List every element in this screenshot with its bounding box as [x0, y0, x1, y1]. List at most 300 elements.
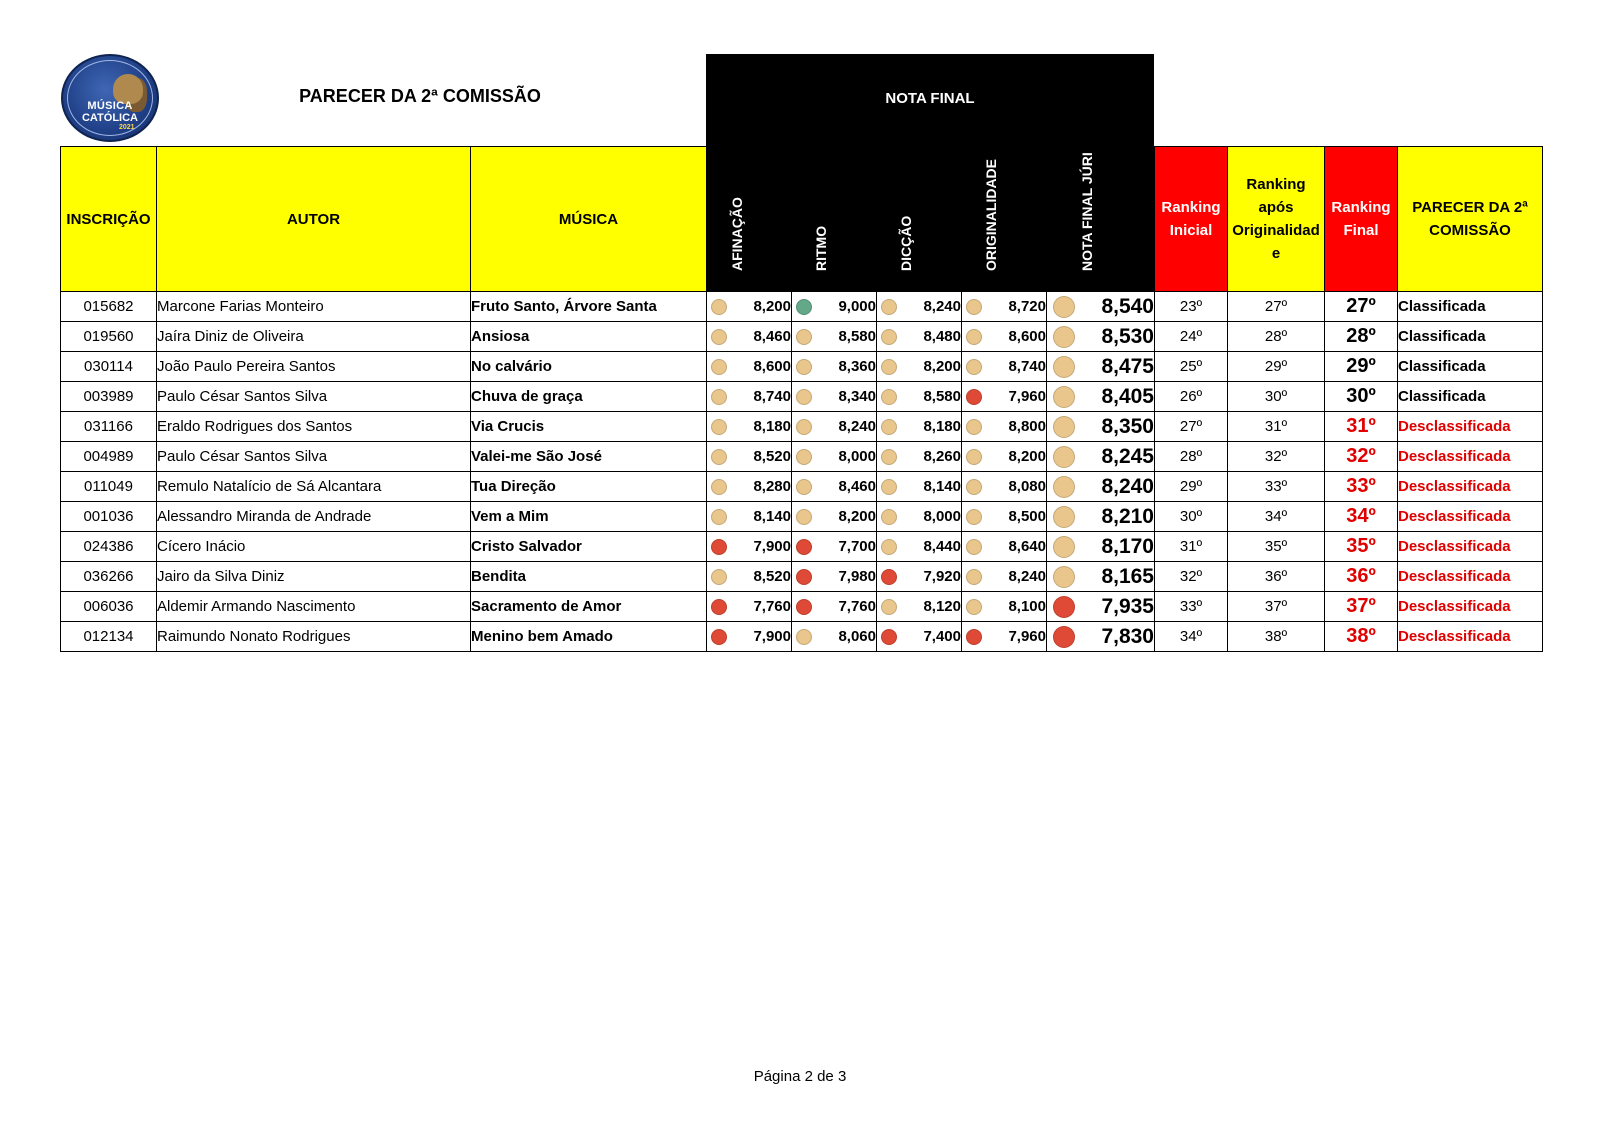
originalidade-score: 8,600 — [984, 322, 1047, 352]
originalidade-score: 8,740 — [984, 352, 1047, 382]
afinacao-indicator-cell — [707, 322, 729, 352]
ritmo-score: 7,700 — [814, 532, 877, 562]
originalidade-indicator-icon — [966, 359, 982, 375]
parecer-cell: Desclassificada — [1398, 562, 1543, 592]
logo-text-1: MÚSICA — [87, 100, 133, 112]
ritmo-indicator-cell — [792, 472, 814, 502]
afinacao-indicator-icon — [711, 419, 727, 435]
nota-final-indicator-cell — [1047, 442, 1081, 472]
page-footer: Página 2 de 3 — [753, 1068, 847, 1085]
ritmo-score: 8,000 — [814, 442, 877, 472]
parecer-cell: Desclassificada — [1398, 502, 1543, 532]
nota-final-score: 7,830 — [1081, 622, 1155, 652]
page-title: PARECER DA 2ª COMISSÃO — [299, 86, 541, 106]
diccao-score: 8,120 — [899, 592, 962, 622]
originalidade-score: 8,720 — [984, 292, 1047, 322]
diccao-indicator-icon — [881, 299, 897, 315]
ranking-inicial-cell: 28º — [1155, 442, 1228, 472]
diccao-indicator-icon — [881, 569, 897, 585]
afinacao-score: 8,180 — [729, 412, 792, 442]
header-ranking-apos-l3: Originalidad — [1232, 222, 1320, 239]
afinacao-indicator-icon — [711, 299, 727, 315]
inscricao-cell: 031166 — [61, 412, 157, 442]
nota-final-indicator-icon — [1053, 566, 1075, 588]
musica-cell: Menino bem Amado — [471, 622, 707, 652]
originalidade-score: 7,960 — [984, 382, 1047, 412]
header-originalidade — [962, 147, 1047, 292]
ritmo-score: 8,460 — [814, 472, 877, 502]
diccao-indicator-cell — [877, 622, 899, 652]
ritmo-indicator-cell — [792, 352, 814, 382]
nota-final-indicator-icon — [1053, 386, 1075, 408]
inscricao-cell: 006036 — [61, 592, 157, 622]
header-musica: MÚSICA — [471, 147, 707, 292]
nota-final-indicator-icon — [1053, 356, 1075, 378]
musica-cell: Valei-me São José — [471, 442, 707, 472]
ritmo-score: 8,360 — [814, 352, 877, 382]
originalidade-score: 8,080 — [984, 472, 1047, 502]
parecer-cell: Classificada — [1398, 352, 1543, 382]
nota-final-indicator-cell — [1047, 532, 1081, 562]
nota-final-score: 8,405 — [1081, 382, 1155, 412]
nota-final-indicator-icon — [1053, 626, 1075, 648]
parecer-cell: Desclassificada — [1398, 442, 1543, 472]
diccao-indicator-icon — [881, 539, 897, 555]
parecer-cell: Desclassificada — [1398, 412, 1543, 442]
afinacao-indicator-cell — [707, 502, 729, 532]
diccao-score: 8,140 — [899, 472, 962, 502]
diccao-indicator-icon — [881, 449, 897, 465]
originalidade-score: 8,240 — [984, 562, 1047, 592]
ranking-final-cell: 32º — [1325, 442, 1398, 472]
nota-final-indicator-icon — [1053, 506, 1075, 528]
header-ranking-apos — [1228, 147, 1325, 292]
inscricao-cell: 001036 — [61, 502, 157, 532]
ritmo-indicator-cell — [792, 442, 814, 472]
header-parecer-l1: PARECER DA 2ª — [1412, 199, 1528, 216]
diccao-indicator-cell — [877, 532, 899, 562]
ranking-apos-cell: 33º — [1228, 472, 1325, 502]
afinacao-score: 8,280 — [729, 472, 792, 502]
originalidade-indicator-icon — [966, 389, 982, 405]
ranking-final-cell: 27º — [1325, 292, 1398, 322]
diccao-score: 8,200 — [899, 352, 962, 382]
autor-cell: Marcone Farias Monteiro — [157, 292, 471, 322]
afinacao-indicator-icon — [711, 389, 727, 405]
originalidade-indicator-cell — [962, 322, 984, 352]
nota-final-score: 8,210 — [1081, 502, 1155, 532]
afinacao-indicator-cell — [707, 562, 729, 592]
diccao-indicator-cell — [877, 382, 899, 412]
nota-final-score: 8,530 — [1081, 322, 1155, 352]
originalidade-indicator-cell — [962, 472, 984, 502]
nota-final-score: 8,165 — [1081, 562, 1155, 592]
ranking-final-cell: 36º — [1325, 562, 1398, 592]
diccao-indicator-icon — [881, 479, 897, 495]
ritmo-score: 8,340 — [814, 382, 877, 412]
ritmo-score: 7,980 — [814, 562, 877, 592]
musica-cell: Vem a Mim — [471, 502, 707, 532]
ritmo-indicator-cell — [792, 622, 814, 652]
ritmo-score: 8,240 — [814, 412, 877, 442]
ritmo-indicator-cell — [792, 292, 814, 322]
nota-final-indicator-cell — [1047, 382, 1081, 412]
autor-cell: Jairo da Silva Diniz — [157, 562, 471, 592]
ranking-inicial-cell: 27º — [1155, 412, 1228, 442]
ranking-apos-cell: 27º — [1228, 292, 1325, 322]
originalidade-indicator-cell — [962, 352, 984, 382]
originalidade-indicator-cell — [962, 502, 984, 532]
originalidade-indicator-cell — [962, 622, 984, 652]
header-nota-final-juri — [1047, 147, 1155, 292]
inscricao-cell: 036266 — [61, 562, 157, 592]
ranking-final-cell: 33º — [1325, 472, 1398, 502]
ritmo-indicator-icon — [796, 629, 812, 645]
ranking-final-cell: 30º — [1325, 382, 1398, 412]
diccao-indicator-icon — [881, 629, 897, 645]
musica-cell: Tua Direção — [471, 472, 707, 502]
nota-final-score: 7,935 — [1081, 592, 1155, 622]
inscricao-cell: 030114 — [61, 352, 157, 382]
ritmo-indicator-icon — [796, 479, 812, 495]
parecer-cell: Classificada — [1398, 322, 1543, 352]
musica-cell: Ansiosa — [471, 322, 707, 352]
diccao-score: 7,920 — [899, 562, 962, 592]
ranking-final-cell: 31º — [1325, 412, 1398, 442]
originalidade-indicator-cell — [962, 382, 984, 412]
afinacao-indicator-cell — [707, 592, 729, 622]
header-parecer — [1398, 147, 1543, 292]
afinacao-indicator-cell — [707, 352, 729, 382]
diccao-indicator-cell — [877, 352, 899, 382]
ranking-apos-cell: 38º — [1228, 622, 1325, 652]
musica-cell: Fruto Santo, Árvore Santa — [471, 292, 707, 322]
afinacao-score: 8,600 — [729, 352, 792, 382]
autor-cell: Eraldo Rodrigues dos Santos — [157, 412, 471, 442]
ranking-final-cell: 35º — [1325, 532, 1398, 562]
afinacao-indicator-icon — [711, 539, 727, 555]
table-row — [61, 502, 1543, 532]
table-row — [61, 412, 1543, 442]
header-autor: AUTOR — [157, 147, 471, 292]
ritmo-indicator-cell — [792, 322, 814, 352]
originalidade-indicator-icon — [966, 479, 982, 495]
afinacao-indicator-icon — [711, 569, 727, 585]
afinacao-score: 8,460 — [729, 322, 792, 352]
ritmo-indicator-icon — [796, 449, 812, 465]
diccao-indicator-cell — [877, 292, 899, 322]
afinacao-score: 8,520 — [729, 442, 792, 472]
ritmo-score: 8,200 — [814, 502, 877, 532]
originalidade-indicator-icon — [966, 419, 982, 435]
originalidade-indicator-icon — [966, 509, 982, 525]
ritmo-indicator-icon — [796, 299, 812, 315]
header-ranking-apos-l1: Ranking — [1246, 176, 1306, 193]
parecer-cell: Desclassificada — [1398, 472, 1543, 502]
ranking-apos-cell: 35º — [1228, 532, 1325, 562]
afinacao-indicator-icon — [711, 599, 727, 615]
originalidade-indicator-icon — [966, 539, 982, 555]
ranking-apos-cell: 31º — [1228, 412, 1325, 442]
table-row — [61, 562, 1543, 592]
ritmo-indicator-icon — [796, 329, 812, 345]
table-row — [61, 352, 1543, 382]
ranking-inicial-cell: 24º — [1155, 322, 1228, 352]
afinacao-indicator-cell — [707, 532, 729, 562]
ritmo-indicator-icon — [796, 539, 812, 555]
afinacao-score: 7,900 — [729, 532, 792, 562]
nota-final-score: 8,240 — [1081, 472, 1155, 502]
diccao-indicator-icon — [881, 329, 897, 345]
table-row — [61, 532, 1543, 562]
header-ritmo — [792, 147, 877, 292]
afinacao-indicator-icon — [711, 329, 727, 345]
header-parecer-l2: COMISSÃO — [1429, 222, 1511, 239]
inscricao-cell: 012134 — [61, 622, 157, 652]
originalidade-indicator-cell — [962, 442, 984, 472]
nota-final-indicator-icon — [1053, 296, 1075, 318]
nota-final-indicator-cell — [1047, 352, 1081, 382]
header-inscricao: INSCRIÇÃO — [61, 147, 157, 292]
afinacao-indicator-cell — [707, 292, 729, 322]
ranking-apos-cell: 37º — [1228, 592, 1325, 622]
nota-final-score: 8,350 — [1081, 412, 1155, 442]
originalidade-indicator-cell — [962, 292, 984, 322]
diccao-indicator-cell — [877, 502, 899, 532]
ranking-final-cell: 38º — [1325, 622, 1398, 652]
ritmo-indicator-icon — [796, 359, 812, 375]
nota-final-header: NOTA FINAL — [885, 90, 975, 107]
originalidade-indicator-icon — [966, 449, 982, 465]
diccao-indicator-icon — [881, 509, 897, 525]
header-ranking-final-l2: Final — [1343, 222, 1379, 239]
afinacao-indicator-icon — [711, 359, 727, 375]
table-row — [61, 442, 1543, 472]
afinacao-score: 7,760 — [729, 592, 792, 622]
ranking-inicial-cell: 29º — [1155, 472, 1228, 502]
nota-final-indicator-cell — [1047, 292, 1081, 322]
autor-cell: João Paulo Pereira Santos — [157, 352, 471, 382]
afinacao-indicator-cell — [707, 412, 729, 442]
header-ritmo-label: RITMO — [813, 225, 830, 271]
logo-text-2: CATÓLICA — [81, 112, 138, 124]
nota-final-indicator-cell — [1047, 622, 1081, 652]
ritmo-indicator-icon — [796, 419, 812, 435]
ritmo-score: 8,060 — [814, 622, 877, 652]
nota-final-score: 8,540 — [1081, 292, 1155, 322]
originalidade-score: 8,200 — [984, 442, 1047, 472]
ritmo-score: 8,580 — [814, 322, 877, 352]
ranking-inicial-cell: 26º — [1155, 382, 1228, 412]
originalidade-indicator-icon — [966, 599, 982, 615]
afinacao-indicator-icon — [711, 629, 727, 645]
afinacao-indicator-icon — [711, 479, 727, 495]
diccao-indicator-cell — [877, 322, 899, 352]
originalidade-score: 8,800 — [984, 412, 1047, 442]
nota-final-score: 8,245 — [1081, 442, 1155, 472]
inscricao-cell: 011049 — [61, 472, 157, 502]
ranking-inicial-cell: 32º — [1155, 562, 1228, 592]
ritmo-indicator-cell — [792, 412, 814, 442]
parecer-cell: Desclassificada — [1398, 532, 1543, 562]
autor-cell: Remulo Natalício de Sá Alcantara — [157, 472, 471, 502]
diccao-score: 8,260 — [899, 442, 962, 472]
originalidade-score: 7,960 — [984, 622, 1047, 652]
diccao-indicator-cell — [877, 592, 899, 622]
inscricao-cell: 019560 — [61, 322, 157, 352]
nota-final-indicator-cell — [1047, 322, 1081, 352]
nota-final-indicator-cell — [1047, 412, 1081, 442]
ranking-apos-cell: 36º — [1228, 562, 1325, 592]
table-row — [61, 292, 1543, 322]
header-nota-final-juri-label: NOTA FINAL JÚRI — [1079, 152, 1096, 271]
nota-final-indicator-icon — [1053, 476, 1075, 498]
ritmo-indicator-cell — [792, 592, 814, 622]
musica-cell: Sacramento de Amor — [471, 592, 707, 622]
header-afinacao — [707, 147, 792, 292]
header-ranking-final-l1: Ranking — [1331, 199, 1391, 216]
ranking-inicial-cell: 34º — [1155, 622, 1228, 652]
inscricao-cell: 003989 — [61, 382, 157, 412]
diccao-score: 8,440 — [899, 532, 962, 562]
afinacao-indicator-icon — [711, 509, 727, 525]
musica-cell: Bendita — [471, 562, 707, 592]
afinacao-indicator-cell — [707, 442, 729, 472]
header-ranking-final — [1325, 147, 1398, 292]
ritmo-indicator-icon — [796, 599, 812, 615]
diccao-indicator-cell — [877, 472, 899, 502]
header-ranking-inicial-l2: Inicial — [1169, 222, 1213, 239]
header-row — [61, 147, 1543, 292]
originalidade-indicator-icon — [966, 569, 982, 585]
inscricao-cell: 024386 — [61, 532, 157, 562]
autor-cell: Aldemir Armando Nascimento — [157, 592, 471, 622]
autor-cell: Paulo César Santos Silva — [157, 442, 471, 472]
originalidade-score: 8,500 — [984, 502, 1047, 532]
ritmo-indicator-icon — [796, 389, 812, 405]
afinacao-indicator-cell — [707, 472, 729, 502]
afinacao-score: 8,200 — [729, 292, 792, 322]
diccao-indicator-cell — [877, 442, 899, 472]
parecer-cell: Desclassificada — [1398, 622, 1543, 652]
table-row — [61, 622, 1543, 652]
originalidade-score: 8,640 — [984, 532, 1047, 562]
ranking-inicial-cell: 23º — [1155, 292, 1228, 322]
header-ranking-apos-l4: e — [1271, 245, 1281, 262]
diccao-indicator-icon — [881, 389, 897, 405]
ritmo-indicator-icon — [796, 509, 812, 525]
autor-cell: Jaíra Diniz de Oliveira — [157, 322, 471, 352]
diccao-indicator-icon — [881, 419, 897, 435]
table-row — [61, 382, 1543, 412]
ritmo-score: 9,000 — [814, 292, 877, 322]
musica-cell: Cristo Salvador — [471, 532, 707, 562]
diccao-score: 8,480 — [899, 322, 962, 352]
originalidade-indicator-cell — [962, 592, 984, 622]
ritmo-indicator-cell — [792, 502, 814, 532]
header-diccao-label: DICÇÃO — [898, 215, 915, 271]
ranking-apos-cell: 29º — [1228, 352, 1325, 382]
nota-final-indicator-icon — [1053, 596, 1075, 618]
originalidade-indicator-cell — [962, 562, 984, 592]
diccao-indicator-cell — [877, 412, 899, 442]
autor-cell: Paulo César Santos Silva — [157, 382, 471, 412]
header-originalidade-label: ORIGINALIDADE — [983, 159, 1000, 271]
afinacao-score: 8,520 — [729, 562, 792, 592]
originalidade-indicator-cell — [962, 412, 984, 442]
musica-cell: Via Crucis — [471, 412, 707, 442]
nota-final-indicator-cell — [1047, 502, 1081, 532]
originalidade-indicator-icon — [966, 629, 982, 645]
diccao-indicator-icon — [881, 599, 897, 615]
ranking-inicial-cell: 31º — [1155, 532, 1228, 562]
nota-final-indicator-cell — [1047, 472, 1081, 502]
diccao-score: 8,580 — [899, 382, 962, 412]
diccao-indicator-icon — [881, 359, 897, 375]
autor-cell: Cícero Inácio — [157, 532, 471, 562]
inscricao-cell: 015682 — [61, 292, 157, 322]
ranking-final-cell: 28º — [1325, 322, 1398, 352]
diccao-score: 8,000 — [899, 502, 962, 532]
originalidade-indicator-icon — [966, 329, 982, 345]
header-afinacao-label: AFINAÇÃO — [728, 197, 745, 271]
ranking-final-cell: 34º — [1325, 502, 1398, 532]
ritmo-indicator-cell — [792, 382, 814, 412]
ranking-final-cell: 29º — [1325, 352, 1398, 382]
event-logo — [61, 54, 159, 142]
afinacao-indicator-cell — [707, 382, 729, 412]
ranking-inicial-cell: 33º — [1155, 592, 1228, 622]
ranking-inicial-cell: 30º — [1155, 502, 1228, 532]
logo-year: 2021 — [119, 124, 135, 131]
originalidade-score: 8,100 — [984, 592, 1047, 622]
autor-cell: Alessandro Miranda de Andrade — [157, 502, 471, 532]
table-row — [61, 472, 1543, 502]
header-diccao — [877, 147, 962, 292]
header-ranking-inicial-l1: Ranking — [1161, 199, 1221, 216]
diccao-score: 7,400 — [899, 622, 962, 652]
nota-final-score: 8,170 — [1081, 532, 1155, 562]
nota-final-indicator-icon — [1053, 416, 1075, 438]
originalidade-indicator-icon — [966, 299, 982, 315]
ritmo-indicator-cell — [792, 562, 814, 592]
autor-cell: Raimundo Nonato Rodrigues — [157, 622, 471, 652]
ritmo-score: 7,760 — [814, 592, 877, 622]
parecer-cell: Classificada — [1398, 382, 1543, 412]
afinacao-score: 7,900 — [729, 622, 792, 652]
originalidade-indicator-cell — [962, 532, 984, 562]
musica-cell: Chuva de graça — [471, 382, 707, 412]
parecer-cell: Desclassificada — [1398, 592, 1543, 622]
nota-final-indicator-icon — [1053, 326, 1075, 348]
afinacao-score: 8,140 — [729, 502, 792, 532]
parecer-cell: Classificada — [1398, 292, 1543, 322]
musica-cell: No calvário — [471, 352, 707, 382]
afinacao-indicator-cell — [707, 622, 729, 652]
table-row — [61, 322, 1543, 352]
ritmo-indicator-cell — [792, 532, 814, 562]
ranking-apos-cell: 34º — [1228, 502, 1325, 532]
nota-final-indicator-cell — [1047, 592, 1081, 622]
header-ranking-apos-l2: após — [1258, 199, 1294, 216]
inscricao-cell: 004989 — [61, 442, 157, 472]
ranking-apos-cell: 28º — [1228, 322, 1325, 352]
diccao-indicator-cell — [877, 562, 899, 592]
nota-final-indicator-icon — [1053, 446, 1075, 468]
nota-final-indicator-cell — [1047, 562, 1081, 592]
results-table — [60, 146, 1543, 652]
diccao-score: 8,180 — [899, 412, 962, 442]
